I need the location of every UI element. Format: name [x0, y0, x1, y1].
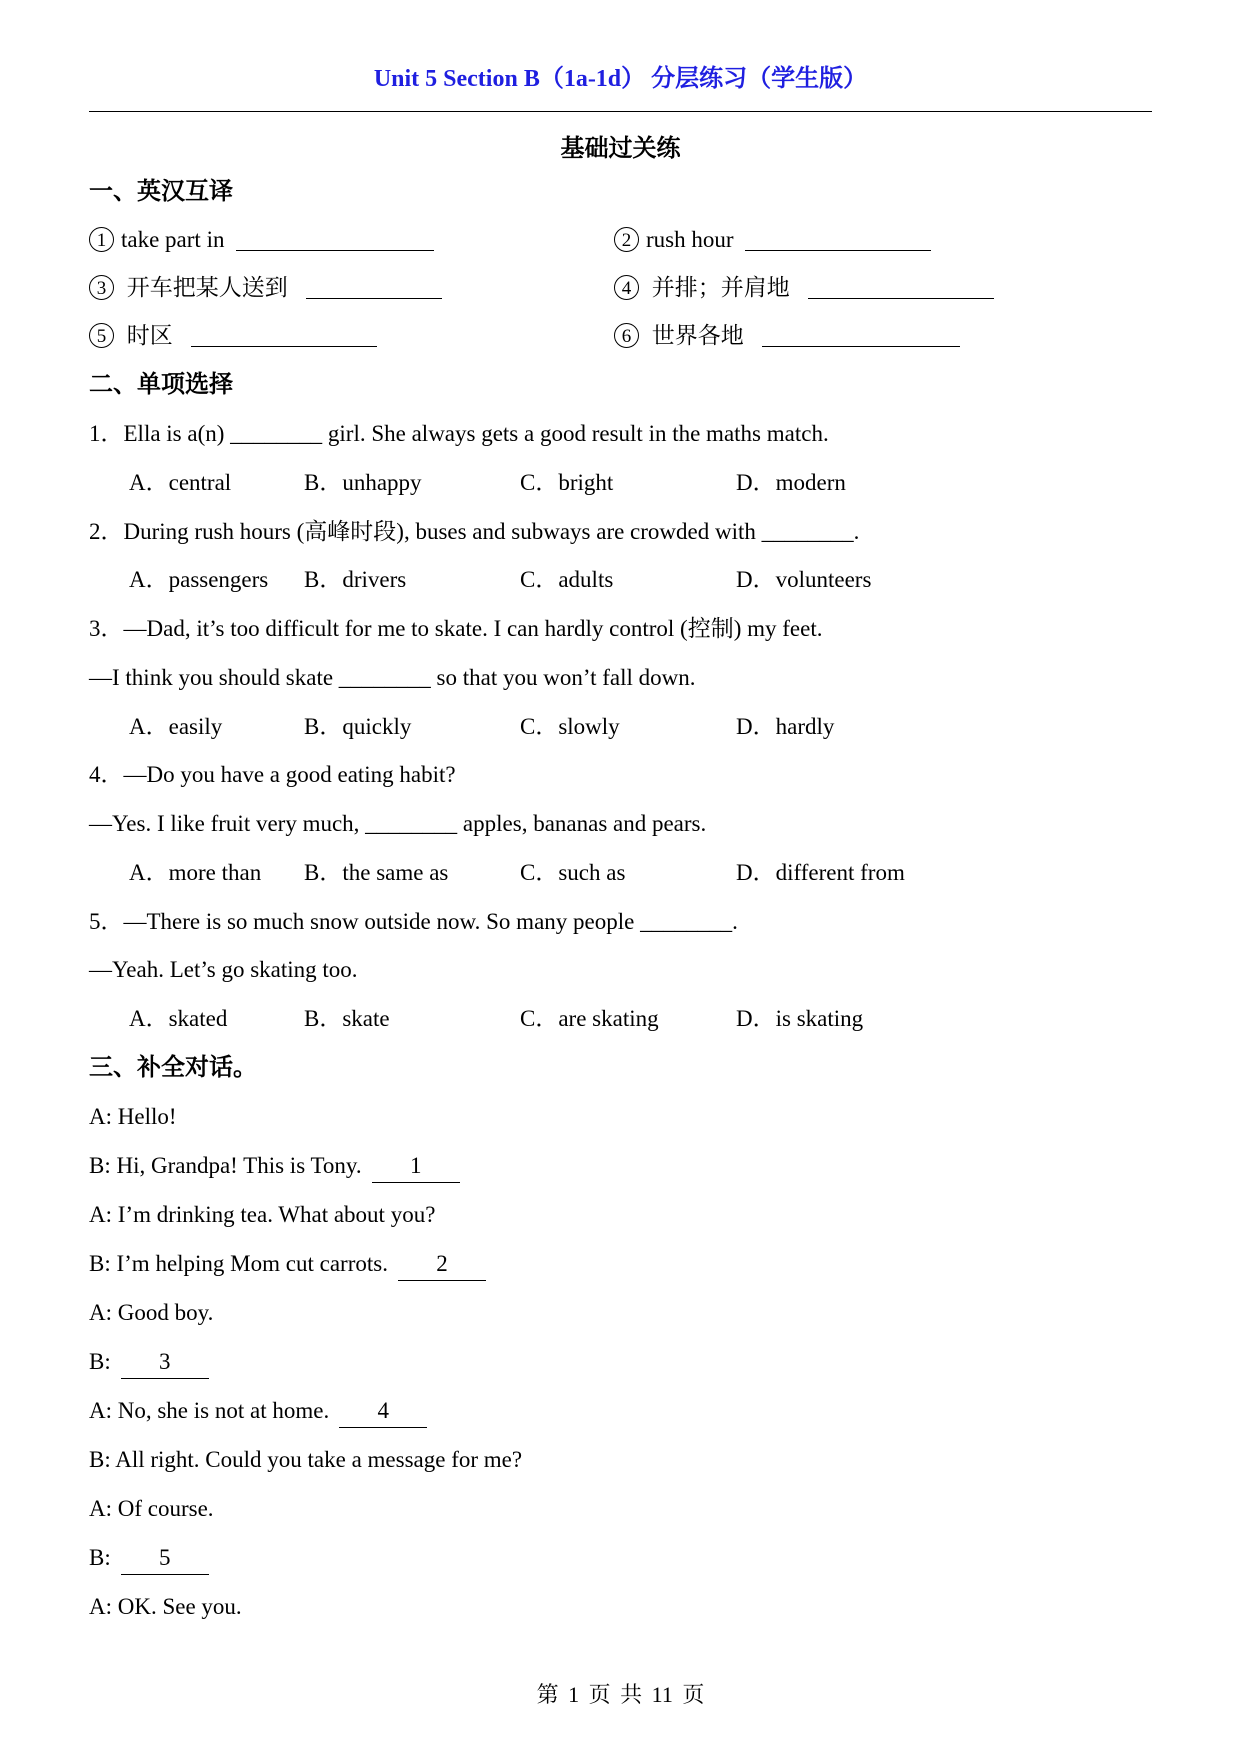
- option-d[interactable]: D．modern: [736, 470, 846, 495]
- item-text: 开车把某人送到: [126, 275, 288, 300]
- dialogue-line: [89, 1542, 209, 1575]
- item-number: 5: [89, 323, 114, 348]
- dialogue-blank[interactable]: 5: [121, 1542, 209, 1575]
- dialogue-text: A: Good boy.: [89, 1300, 214, 1325]
- question-3-stem: 3．—Dad, it’s too difficult for me to skate. I can hardly control (控制) my feet.: [89, 616, 823, 641]
- dialogue-text: A: Of course.: [89, 1496, 214, 1521]
- question-3-stem-reply: —I think you should skate ________ so that you won’t fall down.: [89, 665, 696, 690]
- translation-item-2: [614, 224, 931, 256]
- option-a[interactable]: A．skated: [129, 1006, 228, 1031]
- dialogue-line: [89, 1444, 522, 1476]
- item-number: 1: [89, 227, 114, 252]
- dialogue-text: B:: [89, 1545, 111, 1570]
- dialogue-line: [89, 1150, 460, 1183]
- answer-blank[interactable]: [762, 324, 960, 347]
- dialogue-line: [89, 1395, 427, 1428]
- option-b[interactable]: B．skate: [304, 1006, 390, 1031]
- question-5-stem-reply: —Yeah. Let’s go skating too.: [89, 957, 358, 982]
- section-subtitle: 基础过关练: [560, 136, 681, 162]
- section3-heading: 三、补全对话。: [89, 1055, 257, 1081]
- dialogue-line: [89, 1346, 209, 1379]
- translation-item-5: [89, 320, 377, 352]
- item-text: take part in: [121, 227, 225, 252]
- dialogue-text: B: All right. Could you take a message for me?: [89, 1447, 523, 1472]
- item-text: 时区: [126, 323, 173, 348]
- item-text: rush hour: [646, 227, 734, 252]
- option-a[interactable]: A．more than: [129, 860, 262, 885]
- question-2-stem: 2．During rush hours (高峰时段), buses and subways are crowded with ________.: [89, 519, 860, 544]
- dialogue-blank[interactable]: 3: [121, 1346, 209, 1379]
- item-number: 3: [89, 275, 114, 300]
- dialogue-text: B:: [89, 1349, 111, 1374]
- dialogue-blank[interactable]: 4: [339, 1395, 427, 1428]
- option-b[interactable]: B．drivers: [304, 567, 407, 592]
- option-c[interactable]: C．adults: [520, 567, 614, 592]
- dialogue-line: [89, 1248, 486, 1281]
- answer-blank[interactable]: [808, 276, 994, 299]
- answer-blank[interactable]: [745, 228, 931, 251]
- option-b[interactable]: B．the same as: [304, 860, 449, 885]
- option-a[interactable]: A．passengers: [129, 567, 269, 592]
- dialogue-blank[interactable]: 2: [398, 1248, 486, 1281]
- option-b[interactable]: B．quickly: [304, 714, 412, 739]
- section1-heading: 一、英汉互译: [89, 179, 233, 205]
- dialogue-text: A: I’m drinking tea. What about you?: [89, 1202, 436, 1227]
- translation-item-3: [89, 272, 442, 304]
- dialogue-line: [89, 1297, 213, 1329]
- dialogue-text: A: OK. See you.: [89, 1594, 242, 1619]
- dialogue-line: [89, 1101, 177, 1133]
- question-5-stem: 5．—There is so much snow outside now. So many people ________.: [89, 909, 738, 934]
- dialogue-blank[interactable]: 1: [372, 1150, 460, 1183]
- dialogue-text: A: No, she is not at home.: [89, 1398, 330, 1423]
- page-footer: 第 1 页 共 11 页: [536, 1682, 705, 1707]
- option-c[interactable]: C．such as: [520, 860, 626, 885]
- answer-blank[interactable]: [191, 324, 377, 347]
- item-number: 6: [614, 323, 639, 348]
- answer-blank[interactable]: [236, 228, 434, 251]
- question-4-stem: 4．—Do you have a good eating habit?: [89, 762, 456, 787]
- option-a[interactable]: A．central: [129, 470, 232, 495]
- section2-heading: 二、单项选择: [89, 372, 233, 398]
- option-d[interactable]: D．volunteers: [736, 567, 872, 592]
- answer-blank[interactable]: [306, 276, 442, 299]
- option-d[interactable]: D．is skating: [736, 1006, 864, 1031]
- item-text: 世界各地: [651, 323, 744, 348]
- option-d[interactable]: D．different from: [736, 860, 905, 885]
- option-c[interactable]: C．are skating: [520, 1006, 659, 1031]
- dialogue-text: B: Hi, Grandpa! This is Tony.: [89, 1153, 362, 1178]
- dialogue-line: [89, 1199, 435, 1231]
- translation-item-6: [614, 320, 960, 352]
- dialogue-text: A: Hello!: [89, 1104, 177, 1129]
- question-1-stem: 1．Ella is a(n) ________ girl. She always gets a good result in the maths match.: [89, 421, 829, 446]
- item-number: 2: [614, 227, 639, 252]
- option-c[interactable]: C．bright: [520, 470, 614, 495]
- option-a[interactable]: A．easily: [129, 714, 223, 739]
- option-b[interactable]: B．unhappy: [304, 470, 422, 495]
- option-d[interactable]: D．hardly: [736, 714, 835, 739]
- question-4-stem-reply: —Yes. I like fruit very much, ________ apples, bananas and pears.: [89, 811, 707, 836]
- item-number: 4: [614, 275, 639, 300]
- header-rule: [89, 111, 1152, 112]
- dialogue-line: [89, 1591, 242, 1623]
- translation-item-4: [614, 272, 994, 304]
- item-text: 并排；并肩地: [651, 275, 790, 300]
- page-title: Unit 5 Section B（1a-1d） 分层练习（学生版）: [373, 66, 868, 92]
- option-c[interactable]: C．slowly: [520, 714, 620, 739]
- translation-item-1: [89, 224, 434, 256]
- dialogue-line: [89, 1493, 214, 1525]
- dialogue-text: B: I’m helping Mom cut carrots.: [89, 1251, 388, 1276]
